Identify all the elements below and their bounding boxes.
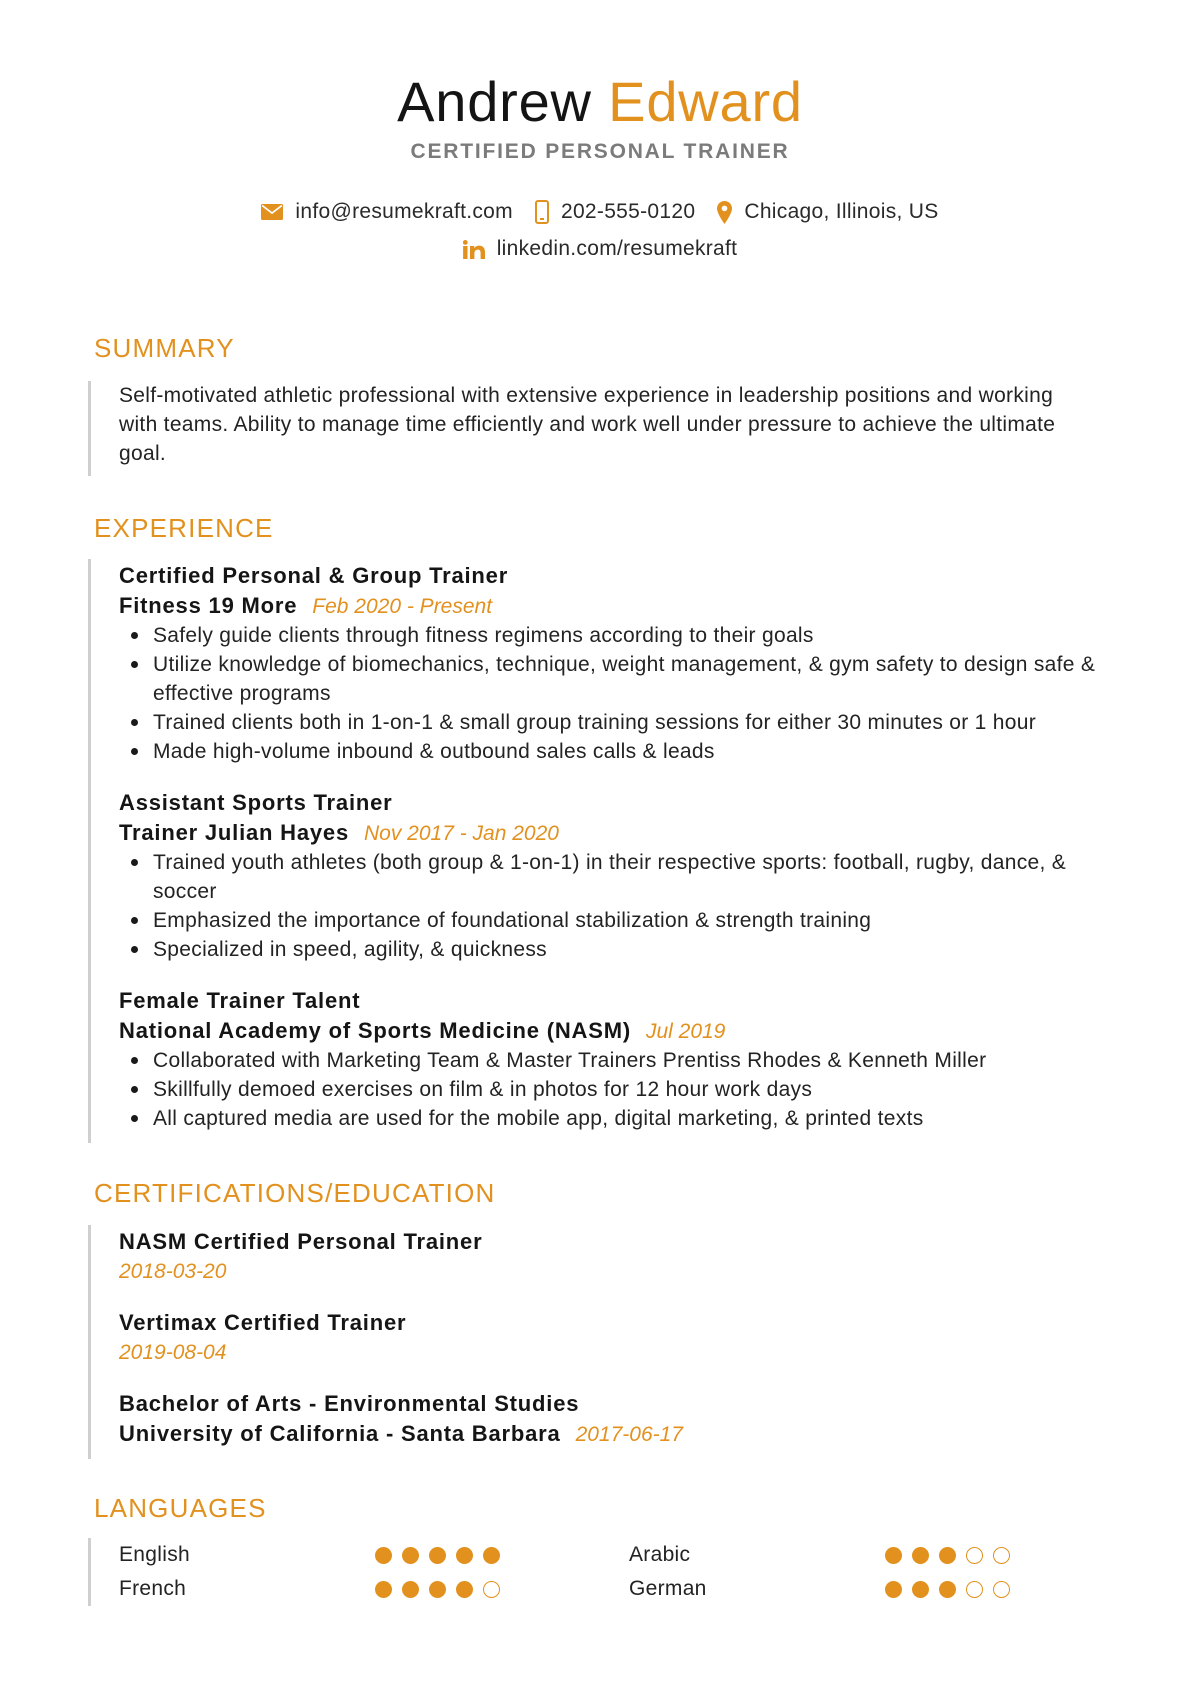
experience-section <box>88 559 1118 1143</box>
proficiency-dot-filled <box>456 1547 473 1564</box>
list-item: Utilize knowledge of biomechanics, technique, weight management, & gym safety to design safe & effective programs <box>153 650 1118 708</box>
last-name: Edward <box>608 70 803 133</box>
proficiency-dot-filled <box>885 1547 902 1564</box>
language-item <box>629 1538 1129 1572</box>
proficiency-dot-empty <box>993 1581 1010 1598</box>
language-name: Arabic <box>629 1543 691 1566</box>
proficiency-dot-filled <box>912 1547 929 1564</box>
proficiency-dot-filled <box>429 1581 446 1598</box>
linkedin-link[interactable]: linkedin.com/resumekraft <box>496 237 738 260</box>
language-proficiency <box>375 1547 500 1564</box>
list-item: Emphasized the importance of foundational stabilization & strength training <box>153 906 1118 935</box>
degree-meta <box>119 1419 1118 1449</box>
linkedin-icon <box>463 240 485 259</box>
proficiency-dot-filled <box>402 1581 419 1598</box>
proficiency-dot-filled <box>483 1547 500 1564</box>
job-entry <box>119 788 1118 964</box>
phone-item <box>535 200 695 224</box>
job-title: Female Trainer Talent <box>119 988 361 1013</box>
language-proficiency <box>885 1581 1010 1598</box>
list-item: Trained clients both in 1-on-1 & small group training sessions for either 30 minutes or 1 hour <box>153 708 1118 737</box>
language-item <box>119 1572 629 1606</box>
certification-date: 2018-03-20 <box>119 1260 227 1283</box>
proficiency-dot-filled <box>375 1547 392 1564</box>
languages-heading: LANGUAGES <box>94 1493 267 1523</box>
proficiency-dot-filled <box>456 1581 473 1598</box>
proficiency-dot-filled <box>912 1581 929 1598</box>
certification-entry <box>119 1227 1118 1287</box>
language-proficiency <box>885 1547 1010 1564</box>
job-responsibilities <box>119 848 1118 964</box>
list-item: Specialized in speed, agility, & quickness <box>153 935 1118 964</box>
languages-list <box>119 1538 1118 1606</box>
language-name: French <box>119 1577 187 1600</box>
languages-section <box>88 1538 1118 1606</box>
language-item <box>629 1572 1129 1606</box>
job-dates: Nov 2017 - Jan 2020 <box>364 822 559 845</box>
location-text: Chicago, Illinois, US <box>744 200 939 223</box>
proficiency-dot-filled <box>939 1547 956 1564</box>
list-item: Trained youth athletes (both group & 1-on-1) in their respective sports: football, rugby, dance, & soccer <box>153 848 1118 906</box>
list-item: Made high-volume inbound & outbound sales calls & leads <box>153 737 1118 766</box>
job-dates: Feb 2020 - Present <box>312 595 493 618</box>
list-item: Safely guide clients through fitness regimens according to their goals <box>153 621 1118 650</box>
institution-name: University of California - Santa Barbara <box>119 1421 561 1446</box>
proficiency-dot-empty <box>993 1547 1010 1564</box>
job-entry <box>119 561 1118 766</box>
certification-date: 2019-08-04 <box>119 1341 227 1364</box>
location-pin-icon <box>717 201 732 224</box>
education-heading: CERTIFICATIONS/EDUCATION <box>94 1178 496 1208</box>
company-name: Trainer Julian Hayes <box>119 820 349 845</box>
phone-number: 202-555-0120 <box>560 200 696 223</box>
list-item: Skillfully demoed exercises on film & in photos for 12 hour work days <box>153 1075 1118 1104</box>
proficiency-dot-empty <box>966 1581 983 1598</box>
job-dates: Jul 2019 <box>645 1020 726 1043</box>
education-section <box>88 1225 1118 1459</box>
language-item <box>119 1538 629 1572</box>
summary-text: Self-motivated athletic professional with extensive experience in leadership positions and working with teams. Ability to manage time efficiently and work well under pressure to achieve the ultimate goal. <box>119 384 1056 465</box>
email-link[interactable]: info@resumekraft.com <box>295 200 513 223</box>
degree-date: 2017-06-17 <box>575 1423 683 1446</box>
email-icon <box>261 204 283 220</box>
social-links <box>0 235 1200 263</box>
proficiency-dot-filled <box>939 1581 956 1598</box>
proficiency-dot-filled <box>375 1581 392 1598</box>
degree-entry <box>119 1389 1118 1449</box>
certification-entry <box>119 1308 1118 1368</box>
proficiency-dot-filled <box>885 1581 902 1598</box>
company-name: National Academy of Sports Medicine (NASM) <box>119 1018 631 1043</box>
job-title: Certified Personal & Group Trainer <box>119 563 509 588</box>
job-entry <box>119 986 1118 1133</box>
linkedin-item <box>463 237 738 261</box>
job-meta <box>119 591 1118 621</box>
experience-heading: EXPERIENCE <box>94 513 274 543</box>
job-title: Assistant Sports Trainer <box>119 790 393 815</box>
proficiency-dot-empty <box>966 1547 983 1564</box>
summary-heading: SUMMARY <box>94 333 235 363</box>
email-item <box>261 200 513 224</box>
job-meta <box>119 818 1118 848</box>
summary-section <box>88 381 1079 476</box>
job-responsibilities <box>119 1046 1118 1133</box>
proficiency-dot-empty <box>483 1581 500 1598</box>
candidate-name <box>0 70 1200 134</box>
job-responsibilities <box>119 621 1118 766</box>
language-name: German <box>629 1577 707 1600</box>
proficiency-dot-filled <box>402 1547 419 1564</box>
proficiency-dot-filled <box>429 1547 446 1564</box>
list-item: Collaborated with Marketing Team & Master Trainers Prentiss Rhodes & Kenneth Miller <box>153 1046 1118 1075</box>
job-title-headline: CERTIFIED PERSONAL TRAINER <box>410 140 790 163</box>
certification-title: NASM Certified Personal Trainer <box>119 1229 483 1254</box>
location-item <box>717 200 938 224</box>
list-item: All captured media are used for the mobile app, digital marketing, & printed texts <box>153 1104 1118 1133</box>
company-name: Fitness 19 More <box>119 593 298 618</box>
language-name: English <box>119 1543 190 1566</box>
certification-title: Vertimax Certified Trainer <box>119 1310 407 1335</box>
degree-title: Bachelor of Arts - Environmental Studies <box>119 1391 580 1416</box>
language-proficiency <box>375 1581 500 1598</box>
first-name: Andrew <box>397 70 592 133</box>
contact-info <box>0 198 1200 226</box>
job-meta <box>119 1016 1118 1046</box>
phone-icon <box>535 200 549 224</box>
